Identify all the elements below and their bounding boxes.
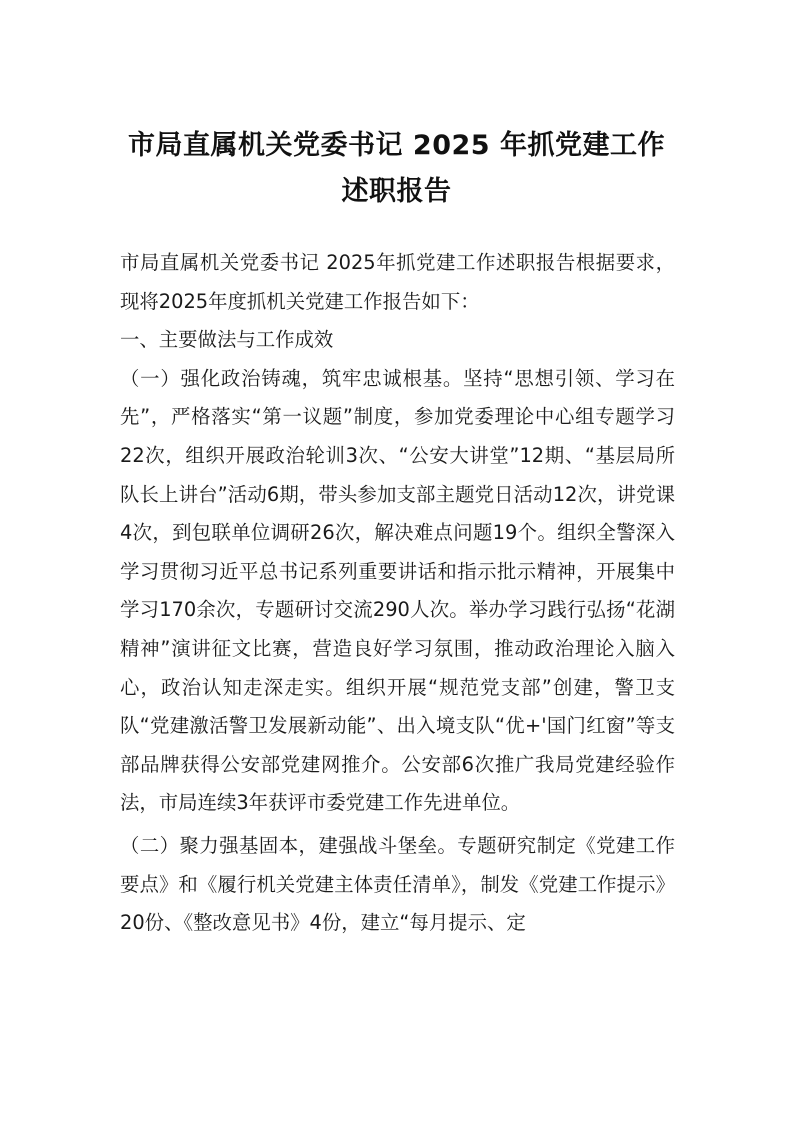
section-heading: 一、主要做法与工作成效 <box>120 328 334 352</box>
document-title-line-1: 市局直属机关党委书记 2025 年抓党建工作 <box>128 130 665 161</box>
document-body <box>120 244 675 943</box>
paragraph-political-guidance: （一）强化政治铸魂，筑牢忠诚根基。坚持“思想引领、学习在先”，严格落实“第一议题”制度，参加党委理论中心组专题学习22次，组织开展政治轮训3次、“公安大讲堂”12期、“基层局所队长上讲台”活动6期，带头参加支部主题党日活动12次，讲党课4次，到包联单位调研26次，解决难点问题19个。组织全警深入学习贯彻习近平总书记系列重要讲话和指示批示精神，开展集中学习170余次，专题研讨交流290人次。举办学习践行弘扬“花湖精神”演讲征文比赛，营造良好学习氛围，推动政治理论入脑入心，政治认知走深走实。组织开展“规范党支部”创建，警卫支队“党建激活警卫发展新动能”、出入境支队“优+'国门红窗”等支部品牌获得公安部党建网推介。公安部6次推广我局党建经验作法，市局连续3年获评市委党建工作先进单位。 <box>120 366 675 815</box>
document-title-line-2: 述职报告 <box>341 176 452 207</box>
intro-paragraph: 市局直属机关党委书记 2025年抓党建工作述职报告根据要求，现将2025年度抓机关党建工作报告如下： <box>120 251 675 313</box>
paragraph-strengthen-foundation: （二）聚力强基固本，建强战斗堡垒。专题研究制定《党建工作要点》和《履行机关党建主体责任清单》，制发《党建工作提示》20份、《整改意见书》4份，建立“每月提示、定 <box>120 833 675 935</box>
